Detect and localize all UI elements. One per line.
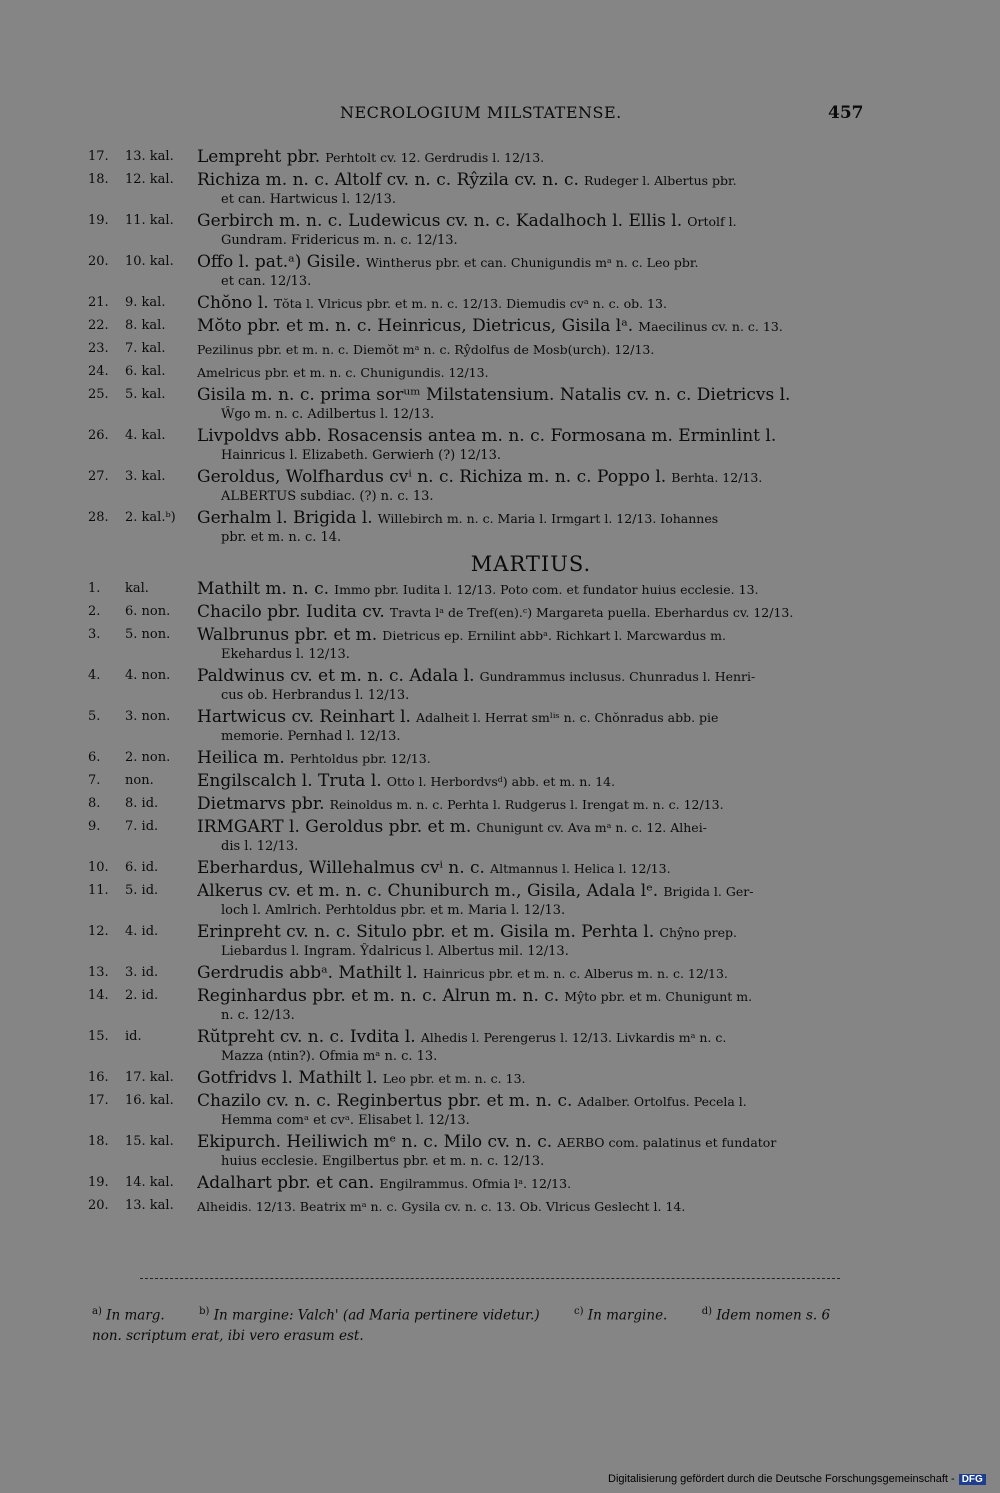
entry-additional-names: Immo pbr. Iudita l. 12/13. Poto com. et fundator huius ecclesie. 13. <box>334 582 759 597</box>
entry-text <box>197 168 865 209</box>
necrology-entry <box>80 792 865 815</box>
entry-names: Adalhart pbr. et can. <box>197 1173 375 1193</box>
entry-additional-names: Gundrammus inclusus. Chunradus l. Henri- <box>479 669 756 684</box>
entry-first-line <box>197 383 865 406</box>
entry-text <box>197 1025 865 1066</box>
entry-date: 3. kal. <box>125 469 166 484</box>
entry-additional-names: Adalheit l. Herrat smˡⁱˢ n. c. Chŏnradus abb. pie <box>416 710 719 725</box>
entry-date: 13. kal. <box>125 1198 174 1213</box>
entry-date: 9. kal. <box>125 295 166 310</box>
entry-number: 3. <box>88 627 101 642</box>
entry-additional-names: Leo pbr. et m. n. c. 13. <box>382 1071 526 1086</box>
entry-continuation-line: memorie. Pernhad l. 12/13. <box>221 729 401 744</box>
entry-text <box>197 1066 865 1089</box>
entry-continuation-line: Hemma comᵃ et cvᵃ. Elisabet l. 12/13. <box>221 1113 470 1128</box>
necrology-entry <box>80 961 865 984</box>
entry-text <box>197 1171 865 1194</box>
entry-continuation-line: et can. 12/13. <box>221 274 312 289</box>
entry-names: Livpoldvs abb. Rosacensis antea m. n. c. Formosana m. Erminlint l. <box>197 426 777 446</box>
entry-number: 18. <box>88 172 109 187</box>
entry-number: 21. <box>88 295 109 310</box>
entry-date: 7. kal. <box>125 341 166 356</box>
necrology-entry <box>80 1066 865 1089</box>
entry-text <box>197 337 865 360</box>
entry-names: Chazilo cv. n. c. Reginbertus pbr. et m. n. c. <box>197 1091 573 1111</box>
necrology-entries <box>80 145 865 1217</box>
entry-names: Rŭtpreht cv. n. c. Ivdita l. <box>197 1027 416 1047</box>
necrology-entry <box>80 250 865 291</box>
entry-number: 19. <box>88 213 109 228</box>
entry-first-line <box>197 577 865 600</box>
necrology-entry <box>80 600 865 623</box>
entry-text <box>197 1194 865 1217</box>
entry-date: 5. non. <box>125 627 171 642</box>
entry-text <box>197 250 865 291</box>
necrology-entry <box>80 920 865 961</box>
entry-additional-names: Willebirch m. n. c. Maria l. Irmgart l. 12/13. Iohannes <box>377 511 719 526</box>
necrology-entry <box>80 360 865 383</box>
entry-names: Gotfridvs l. Mathilt l. <box>197 1068 378 1088</box>
necrology-entry <box>80 664 865 705</box>
entry-number: 13. <box>88 965 109 980</box>
entry-first-line <box>197 746 865 769</box>
entry-number: 17. <box>88 1093 109 1108</box>
entry-date: 4. kal. <box>125 428 166 443</box>
entry-names: Dietmarvs pbr. <box>197 794 325 814</box>
entry-first-line <box>197 1130 865 1153</box>
entry-first-line <box>197 623 865 646</box>
entry-date: 14. kal. <box>125 1175 174 1190</box>
page-number: 457 <box>828 103 864 123</box>
footnote-d-mark: d) <box>701 1306 713 1317</box>
section-title-martius: MARTIUS. <box>470 552 592 576</box>
entry-text <box>197 984 865 1025</box>
entry-additional-names: Adalber. Ortolfus. Pecela l. <box>577 1094 747 1109</box>
entry-continuation-line: pbr. et m. n. c. 14. <box>221 530 342 545</box>
necrology-entry <box>80 705 865 746</box>
entry-first-line <box>197 1089 865 1112</box>
entry-first-line <box>197 209 865 232</box>
entry-first-line <box>197 920 865 943</box>
necrology-entry <box>80 424 865 465</box>
footnote-d-text: Idem nomen s. 6 non. scriptum erat, ibi vero erasum est. <box>92 1307 831 1344</box>
entry-names: Heilica m. <box>197 748 285 768</box>
entry-continuation-line: Gundram. Fridericus m. n. c. 12/13. <box>221 233 458 248</box>
entry-additional-names: Amelricus pbr. et m. n. c. Chunigundis. 12/13. <box>197 365 489 380</box>
entry-number: 17. <box>88 149 109 164</box>
entry-date: 3. non. <box>125 709 171 724</box>
entry-number: 23. <box>88 341 109 356</box>
entry-additional-names: Alhedis l. Perengerus l. 12/13. Livkardis mᵃ n. c. <box>420 1030 727 1045</box>
necrology-entry <box>80 746 865 769</box>
entry-continuation-line: Ŵgo m. n. c. Adilbertus l. 12/13. <box>221 407 435 422</box>
entry-text <box>197 360 865 383</box>
entry-names: Reginhardus pbr. et m. n. c. Alrun m. n. c. <box>197 986 560 1006</box>
entry-number: 2. <box>88 604 101 619</box>
entry-first-line <box>197 337 865 360</box>
footnotes <box>92 1302 862 1346</box>
necrology-entry <box>80 856 865 879</box>
entry-continuation-line: cus ob. Herbrandus l. 12/13. <box>221 688 410 703</box>
necrology-entry <box>80 314 865 337</box>
entry-names: Lempreht pbr. <box>197 147 321 167</box>
entry-text <box>197 746 865 769</box>
entry-number: 5. <box>88 709 101 724</box>
entry-first-line <box>197 168 865 191</box>
entry-number: 15. <box>88 1029 109 1044</box>
entry-additional-names: Dietricus ep. Ernilint abbᵃ. Richkart l. Marcwardus m. <box>382 628 726 643</box>
necrology-entry <box>80 145 865 168</box>
entry-first-line <box>197 961 865 984</box>
entry-additional-names: Perhtoldus pbr. 12/13. <box>289 751 431 766</box>
entry-number: 26. <box>88 428 109 443</box>
entry-date: 2. non. <box>125 750 171 765</box>
entry-date: 3. id. <box>125 965 159 980</box>
necrology-entry <box>80 623 865 664</box>
entry-date: 6. id. <box>125 860 159 875</box>
entry-number: 24. <box>88 364 109 379</box>
entry-date: 8. id. <box>125 796 159 811</box>
necrology-entry <box>80 577 865 600</box>
entry-first-line <box>197 1066 865 1089</box>
entry-first-line <box>197 600 865 623</box>
entry-text <box>197 769 865 792</box>
entry-number: 10. <box>88 860 109 875</box>
entry-number: 16. <box>88 1070 109 1085</box>
entry-continuation-line: Hainricus l. Elizabeth. Gerwierh (?) 12/13. <box>221 448 501 463</box>
necrology-entry <box>80 769 865 792</box>
entry-date: 12. kal. <box>125 172 174 187</box>
funding-credit-text: Digitalisierung gefördert durch die Deutsche Forschungsgemeinschaft - <box>608 1473 955 1485</box>
entry-text <box>197 209 865 250</box>
necrology-entry <box>80 1130 865 1171</box>
entry-first-line <box>197 815 865 838</box>
entry-names: Mathilt m. n. c. <box>197 579 330 599</box>
entry-first-line <box>197 250 865 273</box>
entry-text <box>197 1130 865 1171</box>
entry-names: Erinpreht cv. n. c. Situlo pbr. et m. Gisila m. Perhta l. <box>197 922 655 942</box>
entry-date: 7. id. <box>125 819 159 834</box>
entry-names: Chacilo pbr. Iudita cv. <box>197 602 385 622</box>
footnote-c-mark: c) <box>573 1306 584 1317</box>
entry-text <box>197 314 865 337</box>
entry-names: IRMGART l. Geroldus pbr. et m. <box>197 817 472 837</box>
february-entries <box>80 145 865 547</box>
funding-credit <box>608 1473 986 1485</box>
entry-additional-names: Perhtolt cv. 12. Gerdrudis l. 12/13. <box>325 150 545 165</box>
entry-names: Gerdrudis abbᵃ. Mathilt l. <box>197 963 418 983</box>
entry-additional-names: Brigida l. Ger- <box>663 884 754 899</box>
entry-additional-names: Hainricus pbr. et m. n. c. Alberus m. n. c. 12/13. <box>422 966 728 981</box>
entry-additional-names: Otto l. Herbordvsᵈ) abb. et m. n. 14. <box>386 774 616 789</box>
entry-number: 28. <box>88 510 109 525</box>
entry-additional-names: Engilrammus. Ofmia lᵃ. 12/13. <box>379 1176 572 1191</box>
entry-number: 9. <box>88 819 101 834</box>
entry-date: 8. kal. <box>125 318 166 333</box>
necrology-entry <box>80 168 865 209</box>
dfg-logo: DFG <box>959 1474 986 1485</box>
footnote-a-mark: a) <box>92 1306 102 1317</box>
entry-first-line <box>197 360 865 383</box>
entry-text <box>197 424 865 465</box>
entry-text <box>197 920 865 961</box>
entry-first-line <box>197 664 865 687</box>
entry-text <box>197 879 865 920</box>
entry-names: Eberhardus, Willehalmus cvⁱ n. c. <box>197 858 485 878</box>
entry-first-line <box>197 705 865 728</box>
entry-first-line <box>197 856 865 879</box>
entry-date: 4. id. <box>125 924 159 939</box>
necrology-entry <box>80 209 865 250</box>
entry-number: 18. <box>88 1134 109 1149</box>
entry-first-line <box>197 1194 865 1217</box>
entry-date: 15. kal. <box>125 1134 174 1149</box>
entry-additional-names: Tŏta l. Vlricus pbr. et m. n. c. 12/13. Diemudis cvᵃ n. c. ob. 13. <box>273 296 667 311</box>
entry-first-line <box>197 465 865 488</box>
entry-continuation-line: Ekehardus l. 12/13. <box>221 647 350 662</box>
necrology-entry <box>80 337 865 360</box>
entry-number: 12. <box>88 924 109 939</box>
entry-date: 2. kal.ᵇ) <box>125 510 176 525</box>
entry-date: 4. non. <box>125 668 171 683</box>
entry-text <box>197 577 865 600</box>
footnote-rule <box>140 1278 840 1279</box>
entry-names: Alkerus cv. et m. n. c. Chuniburch m., Gisila, Adala lᵉ. <box>197 881 659 901</box>
entry-number: 7. <box>88 773 101 788</box>
entry-first-line <box>197 1025 865 1048</box>
entry-additional-names: Altmannus l. Helica l. 12/13. <box>490 861 671 876</box>
entry-first-line <box>197 291 865 314</box>
entry-first-line <box>197 314 865 337</box>
entry-number: 4. <box>88 668 101 683</box>
entry-names: Gerbirch m. n. c. Ludewicus cv. n. c. Kadalhoch l. Ellis l. <box>197 211 683 231</box>
entry-date: 11. kal. <box>125 213 174 228</box>
entry-additional-names: Travta lᵃ de Tref(en).ᶜ) Margareta puella. Eberhardus cv. 12/13. <box>389 605 794 620</box>
entry-names: Gisila m. n. c. prima sorᵘᵐ Milstatensium. Natalis cv. n. c. Dietricvs l. <box>197 385 791 405</box>
entry-additional-names: Pezilinus pbr. et m. n. c. Diemŏt mᵃ n. c. Rŷdolfus de Mosb(urch). 12/13. <box>197 342 655 357</box>
entry-names: Engilscalch l. Truta l. <box>197 771 382 791</box>
entry-names: Mŏto pbr. et m. n. c. Heinricus, Dietricus, Gisila lᵃ. <box>197 316 634 336</box>
entry-date: non. <box>125 773 154 788</box>
entry-additional-names: Berhta. 12/13. <box>671 470 763 485</box>
entry-date: 6. non. <box>125 604 171 619</box>
necrology-entry <box>80 984 865 1025</box>
entry-names: Geroldus, Wolfhardus cvⁱ n. c. Richiza m. n. c. Poppo l. <box>197 467 667 487</box>
entry-first-line <box>197 424 865 447</box>
footnote-b-text: In margine: Valch' (ad Maria pertinere videtur.) <box>213 1307 540 1324</box>
entry-names: Gerhalm l. Brigida l. <box>197 508 373 528</box>
necrology-entry <box>80 1194 865 1217</box>
entry-additional-names: Maecilinus cv. n. c. 13. <box>638 319 783 334</box>
necrology-entry <box>80 383 865 424</box>
entry-first-line <box>197 145 865 168</box>
footnote-b-mark: b) <box>199 1306 210 1317</box>
entry-date: id. <box>125 1029 142 1044</box>
footnote-c-text: In margine. <box>587 1307 668 1324</box>
running-title: NECROLOGIUM MILSTATENSE. <box>340 103 622 122</box>
entry-names: Offo l. pat.ᵃ) Gisile. <box>197 252 361 272</box>
entry-text <box>197 856 865 879</box>
entry-date: 10. kal. <box>125 254 174 269</box>
entry-date: 17. kal. <box>125 1070 174 1085</box>
entry-additional-names: Reinoldus m. n. c. Perhta l. Rudgerus l. Irengat m. n. c. 12/13. <box>329 797 724 812</box>
entry-date: 16. kal. <box>125 1093 174 1108</box>
entry-number: 19. <box>88 1175 109 1190</box>
entry-continuation-line: loch l. Amlrich. Perhtoldus pbr. et m. Maria l. 12/13. <box>221 903 566 918</box>
entry-text <box>197 291 865 314</box>
entry-names: Ekipurch. Heiliwich mᵉ n. c. Milo cv. n. c. <box>197 1132 553 1152</box>
entry-continuation-line: dis l. 12/13. <box>221 839 299 854</box>
entry-first-line <box>197 984 865 1007</box>
entry-continuation-line: n. c. 12/13. <box>221 1008 295 1023</box>
entry-date: 5. kal. <box>125 387 166 402</box>
entry-date: 2. id. <box>125 988 159 1003</box>
entry-date: 13. kal. <box>125 149 174 164</box>
entry-additional-names: Alheidis. 12/13. Beatrix mᵃ n. c. Gysila cv. n. c. 13. Ob. Vlricus Geslecht l. 14. <box>197 1199 686 1214</box>
entry-additional-names: Chŷno prep. <box>659 925 737 940</box>
entry-text <box>197 664 865 705</box>
entry-names: Chŏno l. <box>197 293 269 313</box>
necrology-entry <box>80 1089 865 1130</box>
entry-text <box>197 465 865 506</box>
entry-first-line <box>197 1171 865 1194</box>
necrology-entry <box>80 815 865 856</box>
march-entries <box>80 577 865 1217</box>
entry-text <box>197 1089 865 1130</box>
entry-number: 8. <box>88 796 101 811</box>
entry-text <box>197 792 865 815</box>
entry-additional-names: Ortolf l. <box>687 214 737 229</box>
entry-names: Walbrunus pbr. et m. <box>197 625 378 645</box>
entry-first-line <box>197 506 865 529</box>
entry-continuation-line: Mazza (ntin?). Ofmia mᵃ n. c. 13. <box>221 1049 438 1064</box>
necrology-entry <box>80 1171 865 1194</box>
entry-number: 27. <box>88 469 109 484</box>
necrology-entry <box>80 879 865 920</box>
entry-date: kal. <box>125 581 149 596</box>
entry-date: 6. kal. <box>125 364 166 379</box>
entry-continuation-line: Liebardus l. Ingram. Ŷdalricus l. Albertus mil. 12/13. <box>221 944 569 959</box>
entry-number: 6. <box>88 750 101 765</box>
necrology-entry <box>80 506 865 547</box>
entry-text <box>197 145 865 168</box>
entry-text <box>197 623 865 664</box>
entry-number: 22. <box>88 318 109 333</box>
entry-additional-names: Mŷto pbr. et m. Chunigunt m. <box>564 989 753 1004</box>
entry-number: 20. <box>88 254 109 269</box>
entry-additional-names: Chunigunt cv. Ava mᵃ n. c. 12. Alhei- <box>476 820 707 835</box>
entry-number: 11. <box>88 883 109 898</box>
entry-number: 1. <box>88 581 101 596</box>
necrology-entry <box>80 291 865 314</box>
entry-text <box>197 705 865 746</box>
necrology-entry <box>80 465 865 506</box>
necrology-entry <box>80 1025 865 1066</box>
entry-text <box>197 383 865 424</box>
entry-continuation-line: ALBERTUS subdiac. (?) n. c. 13. <box>221 489 434 504</box>
entry-text <box>197 961 865 984</box>
entry-continuation-line: et can. Hartwicus l. 12/13. <box>221 192 397 207</box>
entry-number: 25. <box>88 387 109 402</box>
entry-text <box>197 815 865 856</box>
entry-date: 5. id. <box>125 883 159 898</box>
entry-first-line <box>197 769 865 792</box>
entry-first-line <box>197 879 865 902</box>
entry-continuation-line: huius ecclesie. Engilbertus pbr. et m. n. c. 12/13. <box>221 1154 545 1169</box>
entry-additional-names: Wintherus pbr. et can. Chunigundis mᵃ n. c. Leo pbr. <box>365 255 699 270</box>
entry-number: 20. <box>88 1198 109 1213</box>
entry-names: Paldwinus cv. et m. n. c. Adala l. <box>197 666 475 686</box>
entry-names: Richiza m. n. c. Altolf cv. n. c. Rŷzila cv. n. c. <box>197 170 579 190</box>
entry-names: Hartwicus cv. Reinhart l. <box>197 707 411 727</box>
entry-first-line <box>197 792 865 815</box>
entry-additional-names: AERBO com. palatinus et fundator <box>557 1135 777 1150</box>
entry-text <box>197 600 865 623</box>
entry-number: 14. <box>88 988 109 1003</box>
entry-additional-names: Rudeger l. Albertus pbr. <box>584 173 737 188</box>
entry-text <box>197 506 865 547</box>
footnote-a-text: In marg. <box>106 1307 165 1324</box>
